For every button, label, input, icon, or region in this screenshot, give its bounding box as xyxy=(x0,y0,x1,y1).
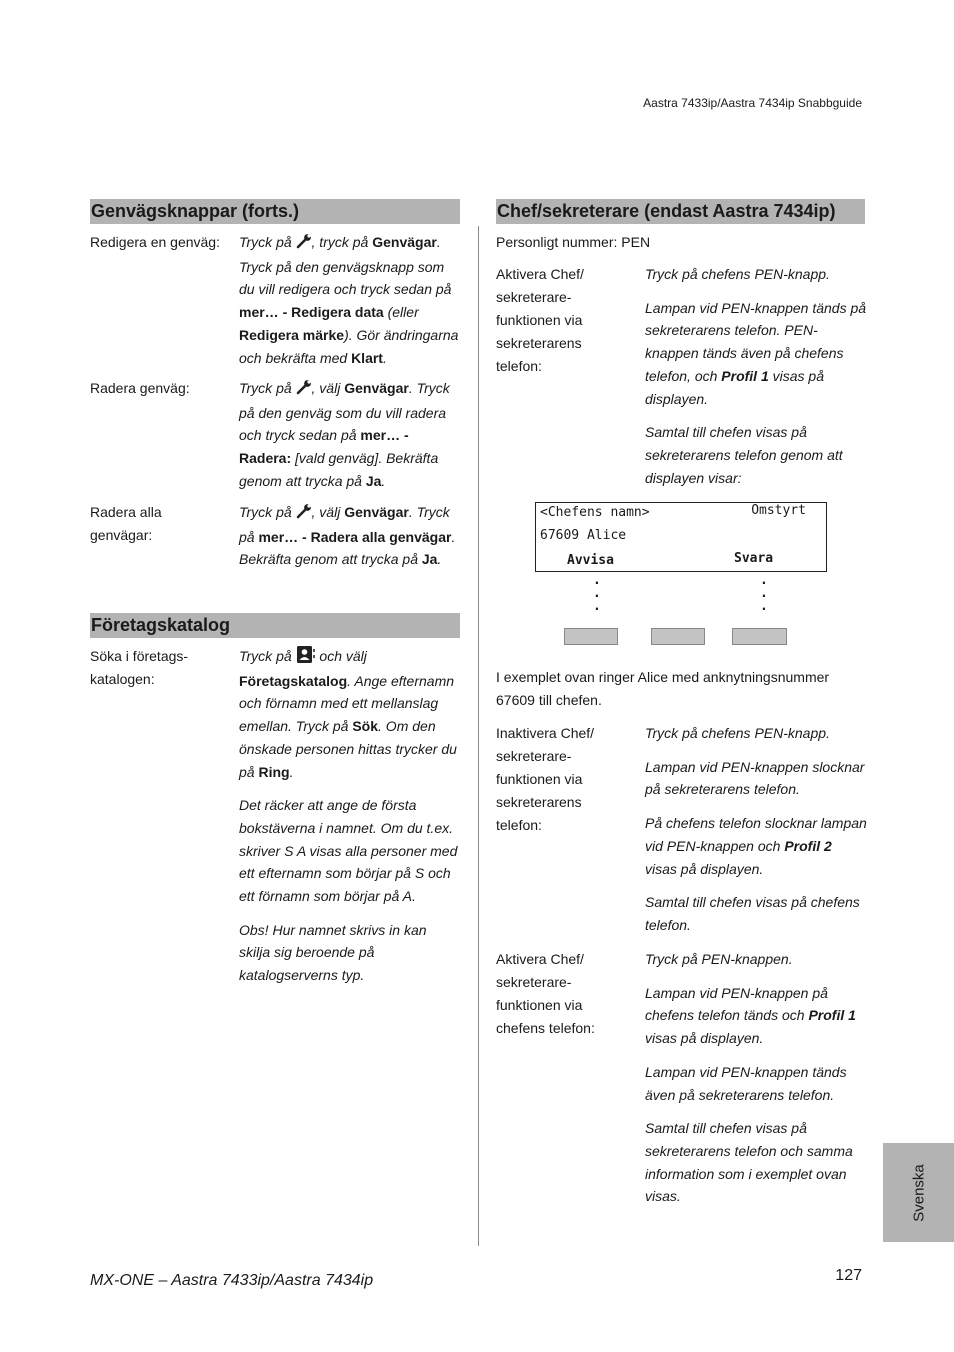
wrench-icon xyxy=(296,233,312,256)
label-activate-secretary: Aktivera Chef/ sekreterare- funktionen via sekreterarens telefon: xyxy=(496,266,584,374)
label-search-directory: Söka i företags- katalogen: xyxy=(90,648,189,687)
pen-number-label: Personligt nummer: PEN xyxy=(496,234,651,250)
desc-edit-shortcut: Tryck på , tryck på Genvägar. Tryck på den genvägsknapp som du vill redigera och tryck sedan på mer… - Redigera data (eller Redigera märke). Gör ändringarna och bekräfta med Klart. xyxy=(239,234,459,366)
softkey-3 xyxy=(732,628,787,645)
contacts-icon xyxy=(296,646,316,670)
label-edit-shortcut: Redigera en genväg: xyxy=(90,234,220,250)
directory-tip: Det räcker att ange de första bokstäverna i namnet. Om du t.ex. skriver S A visas alla personer med ett efternamn som börjar på S och ett förnamn som börjar på A. xyxy=(239,797,458,905)
wrench-icon xyxy=(296,503,312,526)
label-delete-all: Radera alla genvägar: xyxy=(90,504,162,543)
desc-search-directory: Tryck på och välj Företagskatalog. Ange efternamn och förnamn med ett mellanslag emellan. Tryck på Sök. Om den önskade personen hittas trycker du på Ring. Det räcker att ange de första bokstäverna i namnet. Om du t.ex. skriver S A visas alla personer med ett efternamn som börjar på S och ett förnamn som börjar på A. Obs! Hur namnet skrivs in kan skilja sig beroende på katalogserverns typ. xyxy=(239,645,461,998)
example-text: I exemplet ovan ringer Alice med anknytningsnummer 67609 till chefen. xyxy=(496,669,830,708)
running-header: Aastra 7433ip/Aastra 7434ip Snabbguide xyxy=(643,96,862,110)
desc-delete-all: Tryck på , välj Genvägar. Tryck på mer… - Radera alla genvägar. Bekräfta genom att trycka på Ja. xyxy=(239,504,456,568)
section-title-directory: Företagskatalog xyxy=(90,613,460,638)
softkey-2 xyxy=(651,628,705,645)
section-title-manager-secretary: Chef/sekreterare (endast Aastra 7434ip) xyxy=(496,199,865,224)
display-status: Omstyrt xyxy=(751,503,806,518)
label-deactivate: Inaktivera Chef/ sekreterare- funktionen via sekreterarens telefon: xyxy=(496,725,595,833)
label-delete-shortcut: Radera genväg: xyxy=(90,380,190,396)
footer-title: MX-ONE – Aastra 7433ip/Aastra 7434ip xyxy=(90,1272,374,1289)
desc-activate-secretary: Tryck på chefens PEN-knapp. Lampan vid PEN-knappen tänds på sekreterarens telefon. PEN-knappen tänds även på chefens telefon, och Profil 1 visas på displayen. Samtal till chefen visas på sekreterarens telefon genom att displayen visar: xyxy=(645,266,867,486)
display-name: <Chefens namn> xyxy=(540,505,650,520)
desc-activate-manager: Tryck på PEN-knappen. Lampan vid PEN-knappen på chefens telefon tänds och Profil 1 visas på displayen. Lampan vid PEN-knappen tänds även på sekreterarens telefon. Samtal till chefen visas på sekreterarens telefon och samma information som i exemplet ovan visas. xyxy=(645,951,856,1205)
display-caller: 67609 Alice xyxy=(540,528,627,543)
dot-connector-right: . . . xyxy=(760,573,768,614)
column-divider xyxy=(478,226,479,1246)
language-tab xyxy=(883,1143,954,1242)
display-softkey-answer: Svara xyxy=(734,551,774,566)
wrench-icon xyxy=(296,379,312,402)
phone-display xyxy=(535,502,827,572)
display-softkey-reject: Avvisa xyxy=(567,553,614,568)
directory-note: Obs! Hur namnet skrivs in kan skilja sig beroende på katalogserverns typ. xyxy=(239,921,427,984)
label-activate-manager: Aktivera Chef/ sekreterare- funktionen via chefens telefon: xyxy=(496,951,595,1036)
softkey-1 xyxy=(564,628,618,645)
dot-connector-left: . . . xyxy=(593,573,601,614)
desc-deactivate: Tryck på chefens PEN-knapp. Lampan vid PEN-knappen slocknar på sekreterarens telefon. På chefens telefon slocknar lampan vid PEN-knappen och Profil 2 visas på displayen. Samtal till chefen visas på chefens telefon. xyxy=(645,725,867,933)
section-title-shortcuts: Genvägsknappar (forts.) xyxy=(90,199,460,224)
page-number: 127 xyxy=(835,1267,862,1284)
desc-delete-shortcut: Tryck på , välj Genvägar. Tryck på den genväg som du vill radera och tryck sedan på mer… - Radera: [vald genväg]. Bekräfta genom att trycka på Ja. xyxy=(239,380,450,489)
language-tab-label: Svenska xyxy=(910,1163,927,1222)
